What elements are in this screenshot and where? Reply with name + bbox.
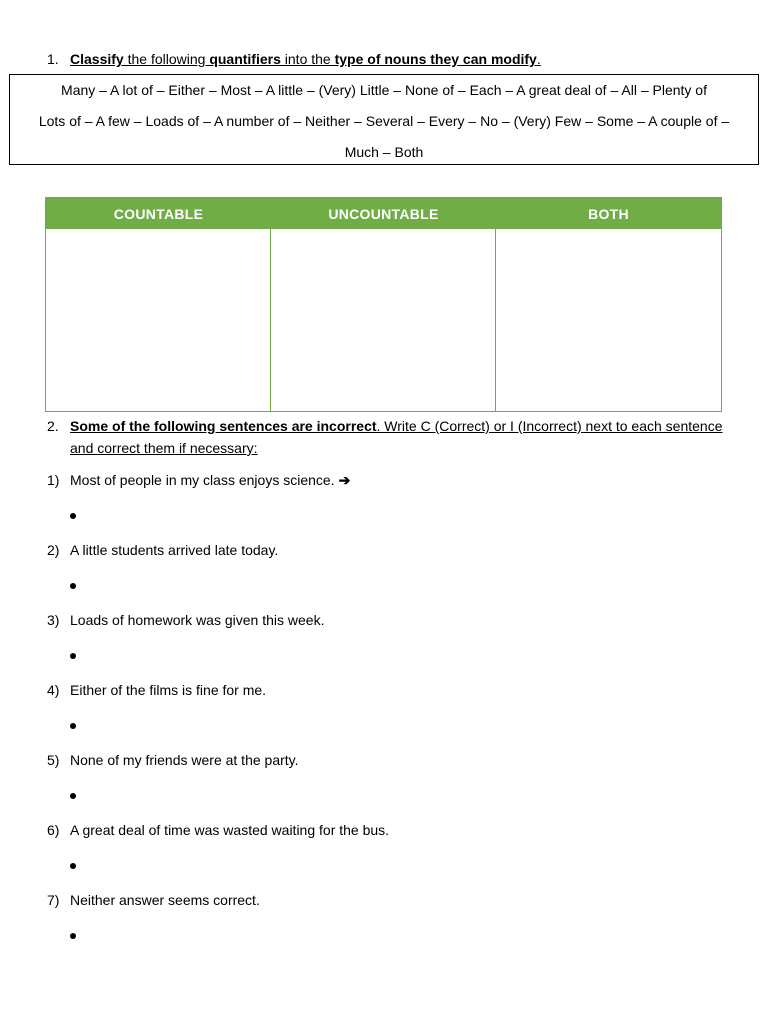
header-both: BOTH <box>496 198 721 229</box>
instruction-text: into the <box>280 51 335 67</box>
sentence-number: 4) <box>47 682 60 698</box>
instruction-text: and correct them if necessary: <box>70 440 258 456</box>
header-countable: COUNTABLE <box>46 198 271 229</box>
instruction-bold: quantifiers <box>209 51 281 67</box>
answer-bullet-icon <box>70 793 76 799</box>
sentence-number: 1) <box>47 472 60 488</box>
sentence-number: 2) <box>47 542 60 558</box>
sentence-text: A great deal of time was wasted waiting for the bus. <box>70 822 390 838</box>
answer-bullet-icon <box>70 933 76 939</box>
quantifier-word-box <box>9 74 759 165</box>
sentence-number: 7) <box>47 892 60 908</box>
answer-bullet-icon <box>70 723 76 729</box>
instruction-text: the following <box>123 51 210 67</box>
instruction-text: . Write C (Correct) or I (Incorrect) next to each sentence <box>376 418 723 434</box>
question-number: 2. <box>47 418 59 434</box>
instruction-bold: Classify <box>70 51 124 67</box>
sentence-body: Most of people in my class enjoys science. <box>70 472 335 488</box>
sentence-text: A little students arrived late today. <box>70 542 279 558</box>
question-2-heading <box>47 415 727 461</box>
sentence-number: 6) <box>47 822 60 838</box>
sentence-text: Neither answer seems correct. <box>70 892 260 908</box>
sentence-text: Loads of homework was given this week. <box>70 612 325 628</box>
arrow-icon: ➔ <box>338 472 351 488</box>
answer-bullet-icon <box>70 513 76 519</box>
question-number: 1. <box>47 51 59 67</box>
answer-bullet-icon <box>70 583 76 589</box>
answer-bullet-icon <box>70 863 76 869</box>
instruction-bold: type of nouns they can modify <box>334 51 537 67</box>
word-box-line: Lots of – A few – Loads of – A number of – Neither – Several – Every – No – (Very) Few – Some – A couple of – <box>38 113 730 129</box>
answer-bullet-icon <box>70 653 76 659</box>
word-box-line: Much – Both <box>344 144 424 160</box>
uncountable-answer-cell[interactable] <box>271 229 496 411</box>
sentence-text <box>70 470 350 490</box>
header-uncountable: UNCOUNTABLE <box>271 198 496 229</box>
sentence-number: 5) <box>47 752 60 768</box>
sentence-text: None of my friends were at the party. <box>70 752 299 768</box>
word-box-line: Many – A lot of – Either – Most – A little – (Very) Little – None of – Each – A great deal of – All – Plenty of <box>61 82 707 98</box>
countable-answer-cell[interactable] <box>46 229 271 411</box>
question-2-text <box>70 415 727 459</box>
both-answer-cell[interactable] <box>496 229 721 411</box>
instruction-bold: Some of the following sentences are incorrect <box>70 418 377 434</box>
question-1-text <box>70 48 541 70</box>
instruction-text: . <box>536 51 541 67</box>
classification-table <box>45 197 722 412</box>
sentence-text: Either of the films is fine for me. <box>70 682 267 698</box>
sentence-number: 3) <box>47 612 60 628</box>
